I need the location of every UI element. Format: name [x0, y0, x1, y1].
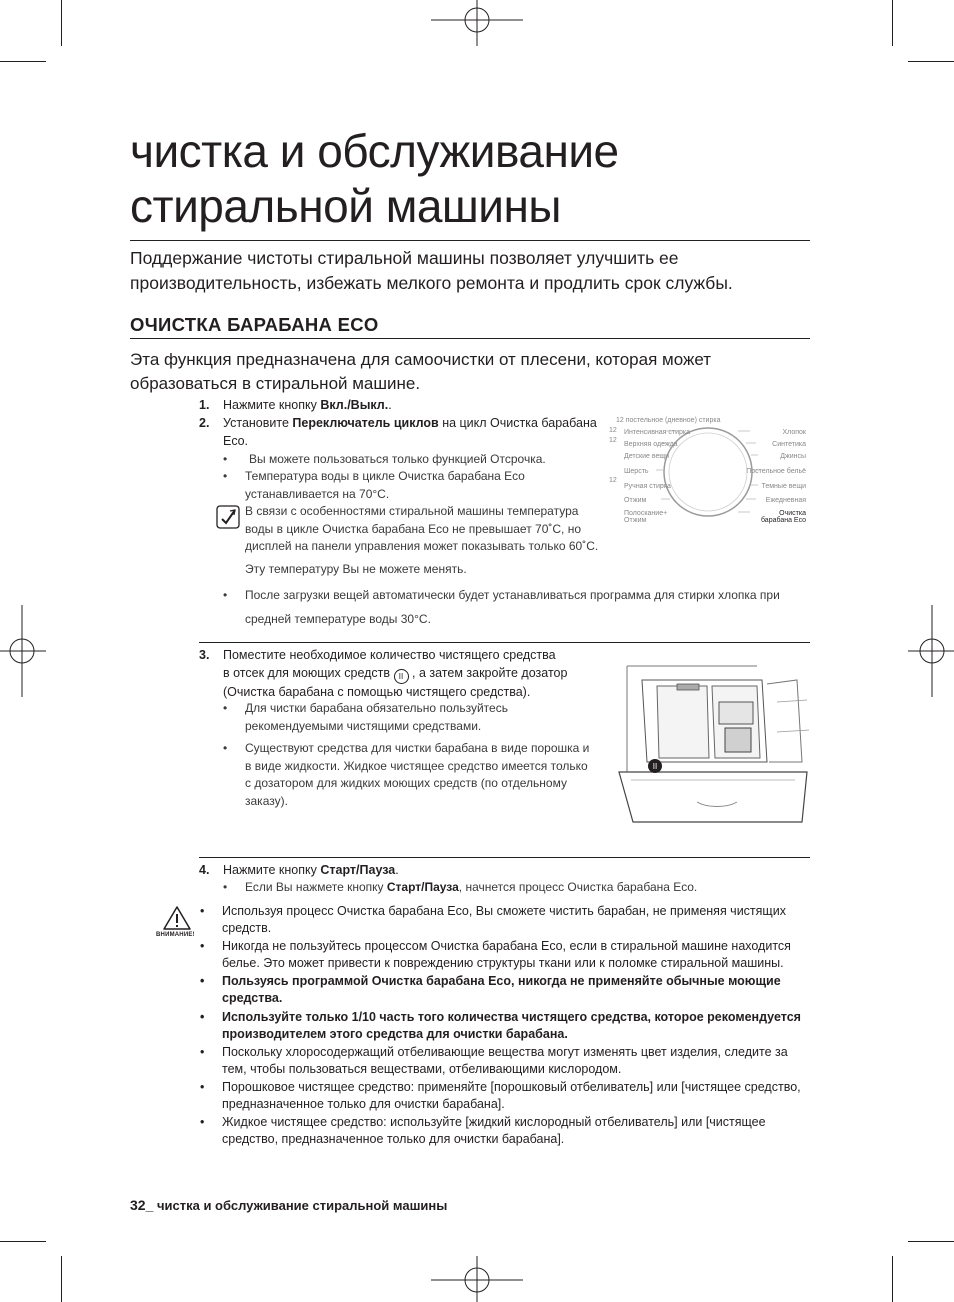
registration-target-icon [0, 605, 46, 697]
dial-label: Отжим [624, 517, 647, 524]
compartment-label: II [652, 762, 658, 771]
bullet-icon: • [223, 880, 228, 894]
page-footer [130, 1197, 447, 1213]
title-divider [130, 240, 810, 241]
bullet-icon: • [200, 1115, 205, 1129]
button-name: Вкл./Выкл. [320, 398, 389, 412]
detergent-dispenser-illustration [617, 662, 811, 828]
step-text-part: Нажмите кнопку [223, 398, 321, 412]
bullet-icon: • [200, 904, 205, 918]
step-text-part: на цикл Очистка барабана Eco. [223, 416, 597, 448]
step-divider [199, 642, 810, 643]
warning-text: Поскольку хлоросодержащий отбеливающие вещества могут изменять цвет изделия, следите за тем, чтобы пользоваться веществами, отбеливающими кислородом. [222, 1045, 788, 1076]
page-title-line: стиральной машины [130, 180, 561, 232]
dial-mark: 12 [609, 477, 617, 484]
step-text-part: . [395, 863, 399, 877]
list-item-text: После загрузки вещей автоматически будет устанавливаться программа для стирки хлопка при средней температуре воды 30°C. [245, 588, 780, 626]
cycle-selector-dial-illustration [606, 414, 810, 526]
bullet-icon: • [200, 1010, 205, 1024]
dial-label-selected: барабана Eco [760, 517, 806, 524]
step-text-part: , а затем закройте дозатор [408, 665, 568, 680]
warning-label: ВНИМАНИЕ! [156, 932, 195, 938]
button-name: Старт/Пауза [320, 863, 396, 877]
step-text-part: . [388, 398, 392, 412]
crop-mark [908, 61, 954, 62]
step-text [223, 415, 608, 450]
step-2 [199, 415, 609, 455]
crop-mark [61, 0, 62, 46]
page-title-line: чистка и обслуживание [130, 125, 619, 177]
control-name: Переключатель циклов [292, 416, 439, 430]
list-item-text-part: Если Вы нажмете кнопку [245, 880, 387, 894]
dial-label: Синтетика [772, 441, 806, 448]
bullet-icon: • [200, 974, 205, 988]
bullet-icon: • [223, 741, 228, 755]
registration-target-icon [431, 1256, 523, 1302]
registration-target-icon [431, 0, 523, 46]
compartment-ii-icon: II [394, 669, 409, 684]
section-intro: Эта функция предназначена для самоочистки от плесени, которая может образоваться в стиральной машине. [130, 350, 712, 393]
dial-label: Темные вещи [761, 483, 806, 490]
step-divider [199, 857, 810, 858]
list-item-text: Температура воды в цикле Очистка барабана Eco устанавливается на 70°C. [245, 469, 525, 501]
dial-label: Шерсть [624, 468, 649, 475]
button-name: Старт/Пауза [386, 880, 459, 894]
bullet-icon: • [223, 588, 228, 602]
list-item-text-part: , начнется процесс Очистка барабана Eco. [458, 880, 698, 894]
warning-text: Используя процесс Очистка барабана Eco, Вы сможете чистить барабан, не применяя чистящих средств. [222, 904, 786, 935]
step-number: 2. [199, 416, 210, 430]
warning-text: Используйте только 1/10 часть того количества чистящего средства, которое рекомендуется производителем этого средства для очистки барабана. [222, 1010, 801, 1041]
dial-label: Джинсы [780, 453, 806, 460]
step-text [223, 862, 399, 880]
step-number: 1. [199, 398, 210, 412]
step-number: 4. [199, 863, 210, 877]
crop-mark [0, 1241, 46, 1242]
crop-mark [892, 0, 893, 46]
bullet-icon: • [200, 1045, 205, 1059]
warning-text: Никогда не пользуйтесь процессом Очистка барабана Eco, если в стиральной машине находится белье. Это может привести к повреждению структуры ткани или к поломке стиральной машины. [222, 939, 791, 970]
dial-label: Отжим [624, 497, 647, 504]
step-3 [199, 647, 599, 701]
note-body: Эту температуру Вы не можете менять. [245, 562, 467, 576]
bullet-icon: • [223, 701, 228, 715]
dial-label: Верхняя одежда [624, 441, 678, 448]
bullet-icon: • [223, 452, 228, 466]
note-text [245, 503, 605, 556]
dial-label: Интенсивная стирка [624, 429, 691, 436]
list-item-text [245, 879, 697, 897]
list-item-text: Вы можете пользоваться только функцией Отсрочка. [249, 452, 546, 466]
registration-target-icon [908, 605, 954, 697]
warning-text: Жидкое чистящее средство: используйте [жидкий кислородный отбеливатель] или [чистящее средство, предназначенное только для очистки барабана]. [222, 1115, 766, 1146]
step-text-part: Установите [223, 416, 293, 430]
step-text [223, 647, 603, 701]
dial-label-selected: Очистка [779, 510, 806, 517]
dial-label: Ручная стирка [624, 483, 671, 490]
step-text-line: (Очистка барабана с помощью чистящего средства). [223, 684, 531, 699]
bullet-icon: • [200, 939, 205, 953]
step-text-part: в отсек для моющих средств [223, 665, 394, 680]
dial-label: Ежедневная [765, 497, 806, 504]
footer-text: чистка и обслуживание стиральной машины [153, 1198, 448, 1213]
page-number: 32_ [130, 1197, 154, 1213]
dial-label: Хлопок [782, 429, 806, 436]
step-number: 3. [199, 648, 210, 662]
crop-mark [61, 1256, 62, 1302]
note-text-2 [245, 561, 605, 579]
step-text-line: Поместите необходимое количество чистящего средства [223, 648, 556, 662]
note-icon [216, 505, 240, 529]
crop-mark [908, 1241, 954, 1242]
note-body: В связи с особенностями стиральной машины температура воды в цикле Очистка барабана Eco не превышает 70˚C, но дисплей на панели управления может показывать только 60˚C. [245, 504, 599, 553]
warning-icon [162, 905, 192, 931]
step-text [223, 397, 392, 415]
crop-mark [892, 1256, 893, 1302]
warning-text: Пользуясь программой Очистка барабана Eco, никогда не применяйте обычные моющие средства. [222, 974, 781, 1005]
crop-mark [0, 61, 46, 62]
dial-label: Полоскание+ [624, 510, 668, 517]
dial-label: Детские вещи [624, 453, 670, 460]
bullet-icon: • [223, 469, 228, 483]
list-item-text: Для чистки барабана обязательно пользуйтесь рекомендуемыми чистящими средствами. [245, 701, 508, 733]
dial-mark: 12 [609, 427, 617, 434]
section-divider [130, 338, 810, 339]
section-heading: ОЧИСТКА БАРАБАНА ECO [130, 314, 379, 335]
step-text-part: Нажмите кнопку [223, 863, 321, 877]
bullet-icon: • [200, 1080, 205, 1094]
dial-label: Постельное бельё [746, 468, 806, 475]
dial-top-label: 12 постельное (дневное) стирка [616, 417, 721, 424]
page-title [130, 124, 810, 234]
dial-mark: 12 [609, 437, 617, 444]
lead-paragraph: Поддержание чистоты стиральной машины позволяет улучшить ее производительность, избежать мелкого ремонта и продлить срок службы. [130, 248, 733, 293]
warning-text: Порошковое чистящее средство: применяйте [порошковый отбеливатель] или [чистящее средство, предназначенное только для очистки барабана]. [222, 1080, 801, 1111]
list-item-text: Существуют средства для чистки барабана в виде порошка и в виде жидкости. Жидкое чистящее средство имеется только с дозатором для жидких моющих средств (по отдельному заказу). [245, 741, 590, 808]
